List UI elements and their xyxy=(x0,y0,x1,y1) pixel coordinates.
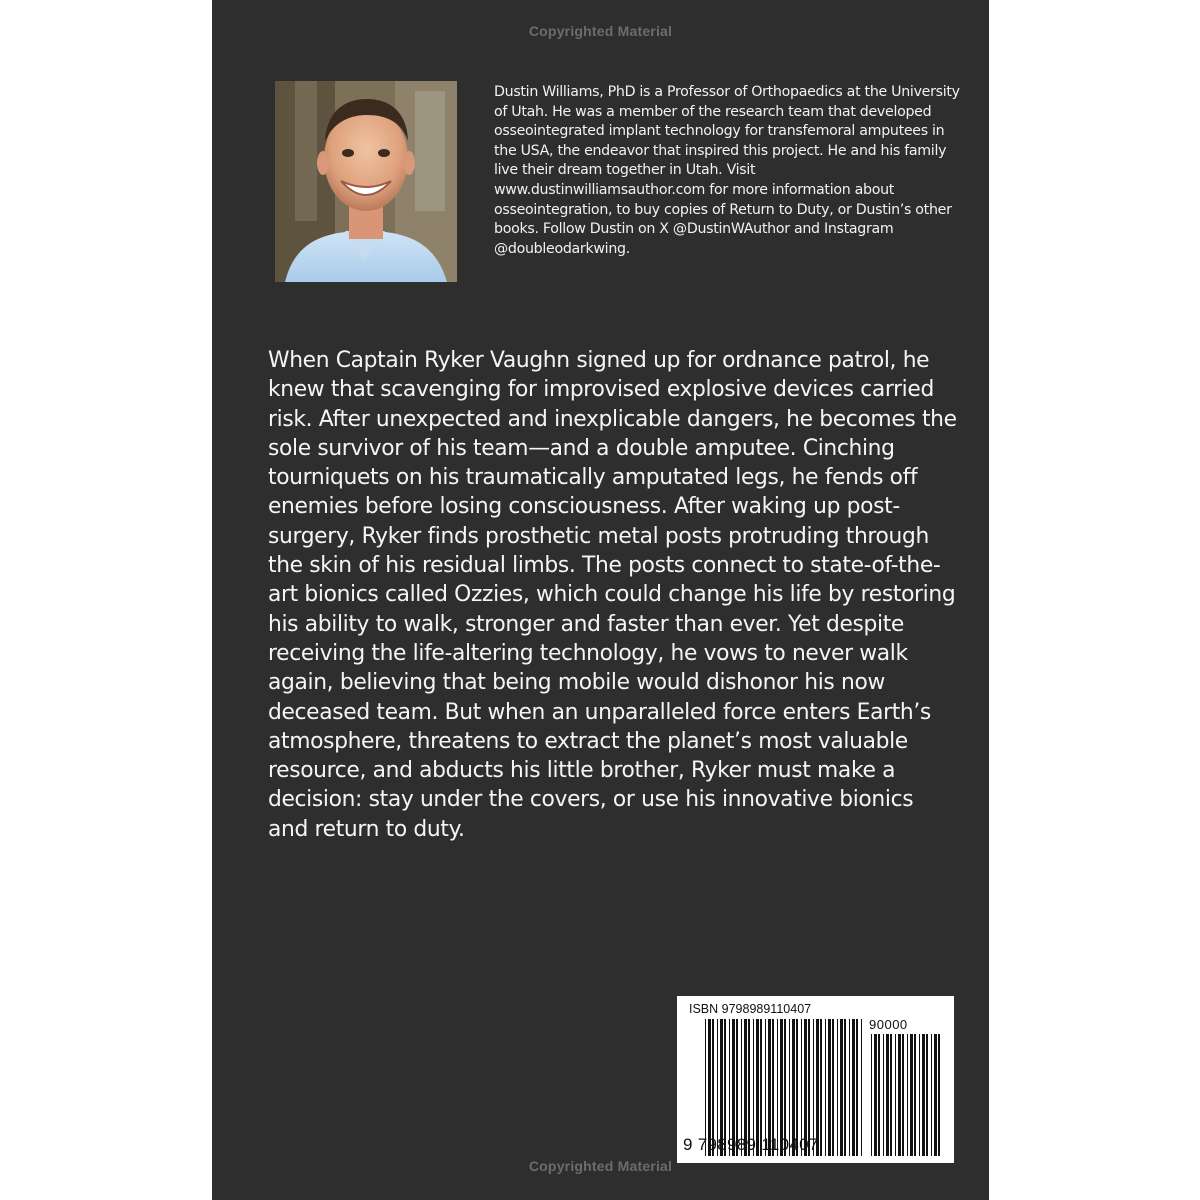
isbn-barcode xyxy=(677,996,954,1163)
copyright-watermark-top: Copyrighted Material xyxy=(528,23,673,39)
price-code: 90000 xyxy=(869,1017,908,1032)
book-description: When Captain Ryker Vaughn signed up for ordnance patrol, he knew that scavenging for improvised explosive devices carried risk. After unexpected and inexplicable dangers, he becomes the sole survivor of his team—and a double amputee. Cinching tourniquets on his traumatically amputated legs, he fends off enemies before losing consciousness. After waking up post-surgery, Ryker finds prosthetic metal posts protruding through the skin of his residual limbs. The posts connect to state-of-the-art bionics called Ozzies, which could change his life by restoring his ability to walk, stronger and faster than ever. Yet despite receiving the life-altering technology, he vows to never walk again, believing that being mobile would dishonor his now deceased team. But when an unparalleled force enters Earth’s atmosphere, threatens to extract the planet’s most valuable resource, and abducts his little brother, Ryker must make a decision: stay under the covers, or use his innovative bionics and return to duty. xyxy=(268,348,957,842)
isbn-label: ISBN 9798989110407 xyxy=(689,1002,812,1016)
copyright-watermark-bottom: Copyrighted Material xyxy=(528,1158,673,1174)
author-photo xyxy=(275,81,457,282)
ean-number: 9 798989 110407 xyxy=(683,1135,819,1154)
back-cover xyxy=(212,0,989,1200)
author-portrait-image xyxy=(275,81,457,282)
author-bio: Dustin Williams, PhD is a Professor of Orthopaedics at the University of Utah. He was a member of the research team that developed osseointegrated implant technology for transfemoral amputees in the USA, the endeavor that inspired this project. He and his family live their dream together in Utah. Visit www.dustinwilliamsauthor.com for more information about osseointegration, to buy copies of Return to Duty, or Dustin’s other books. Follow Dustin on X @DustinWAuthor and Instagram @doubleodarkwing. xyxy=(494,84,960,257)
